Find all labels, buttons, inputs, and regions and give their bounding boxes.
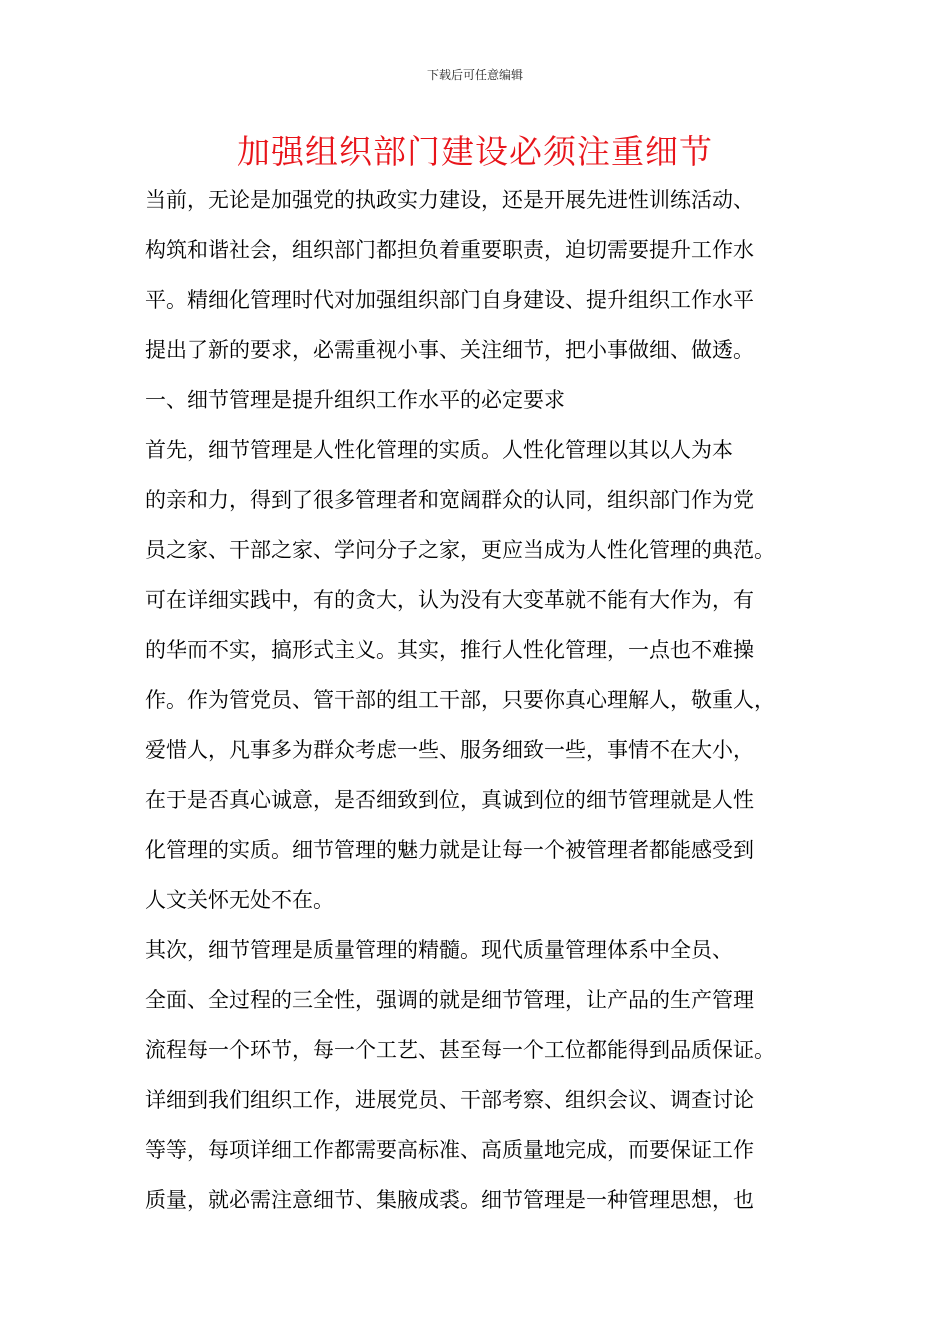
body-line: 详细到我们组织工作，进展党员、干部考察、组织会议、调查讨论	[145, 1088, 754, 1112]
body-line: 可在详细实践中，有的贪大，认为没有大变革就不能有大作为，有	[145, 588, 754, 612]
page-header-note: 下载后可任意编辑	[426, 68, 523, 82]
document-title: 加强组织部门建设必须注重细节	[237, 132, 713, 171]
body-line: 其次，细节管理是质量管理的精髓。现代质量管理体系中全员、	[145, 938, 733, 962]
body-line: 化管理的实质。细节管理的魅力就是让每一个被管理者都能感受到	[145, 838, 754, 862]
body-line: 爱惜人，凡事多为群众考虑一些、服务细致一些，事情不在大小，	[145, 738, 754, 762]
body-line: 流程每一个环节，每一个工艺、甚至每一个工位都能得到品质保证。	[145, 1038, 775, 1062]
section-heading: 一、细节管理是提升组织工作水平的必定要求	[145, 388, 565, 412]
body-line: 的亲和力，得到了很多管理者和宽阔群众的认同，组织部门作为党	[145, 488, 754, 512]
body-line: 在于是否真心诚意，是否细致到位，真诚到位的细节管理就是人性	[145, 788, 754, 812]
body-line: 当前，无论是加强党的执政实力建设，还是开展先进性训练活动、	[145, 188, 754, 212]
document-body	[145, 180, 810, 1230]
body-line: 作。作为管党员、管干部的组工干部，只要你真心理解人，敬重人，	[145, 688, 775, 712]
body-line: 人文关怀无处不在。	[145, 888, 334, 912]
body-line: 全面、全过程的三全性，强调的就是细节管理，让产品的生产管理	[145, 988, 754, 1012]
body-line: 员之家、干部之家、学问分子之家，更应当成为人性化管理的典范。	[145, 538, 775, 562]
body-line: 构筑和谐社会，组织部门都担负着重要职责，迫切需要提升工作水	[145, 238, 754, 262]
body-line: 提出了新的要求，必需重视小事、关注细节，把小事做细、做透。	[145, 338, 754, 362]
body-line: 平。精细化管理时代对加强组织部门自身建设、提升组织工作水平	[145, 288, 754, 312]
body-line: 首先，细节管理是人性化管理的实质。人性化管理以其以人为本	[145, 438, 733, 462]
body-line: 质量，就必需注意细节、集腋成裘。细节管理是一种管理思想，也	[145, 1188, 754, 1212]
body-line: 的华而不实，搞形式主义。其实，推行人性化管理，一点也不难操	[145, 638, 754, 662]
body-line: 等等，每项详细工作都需要高标准、高质量地完成，而要保证工作	[145, 1138, 754, 1162]
